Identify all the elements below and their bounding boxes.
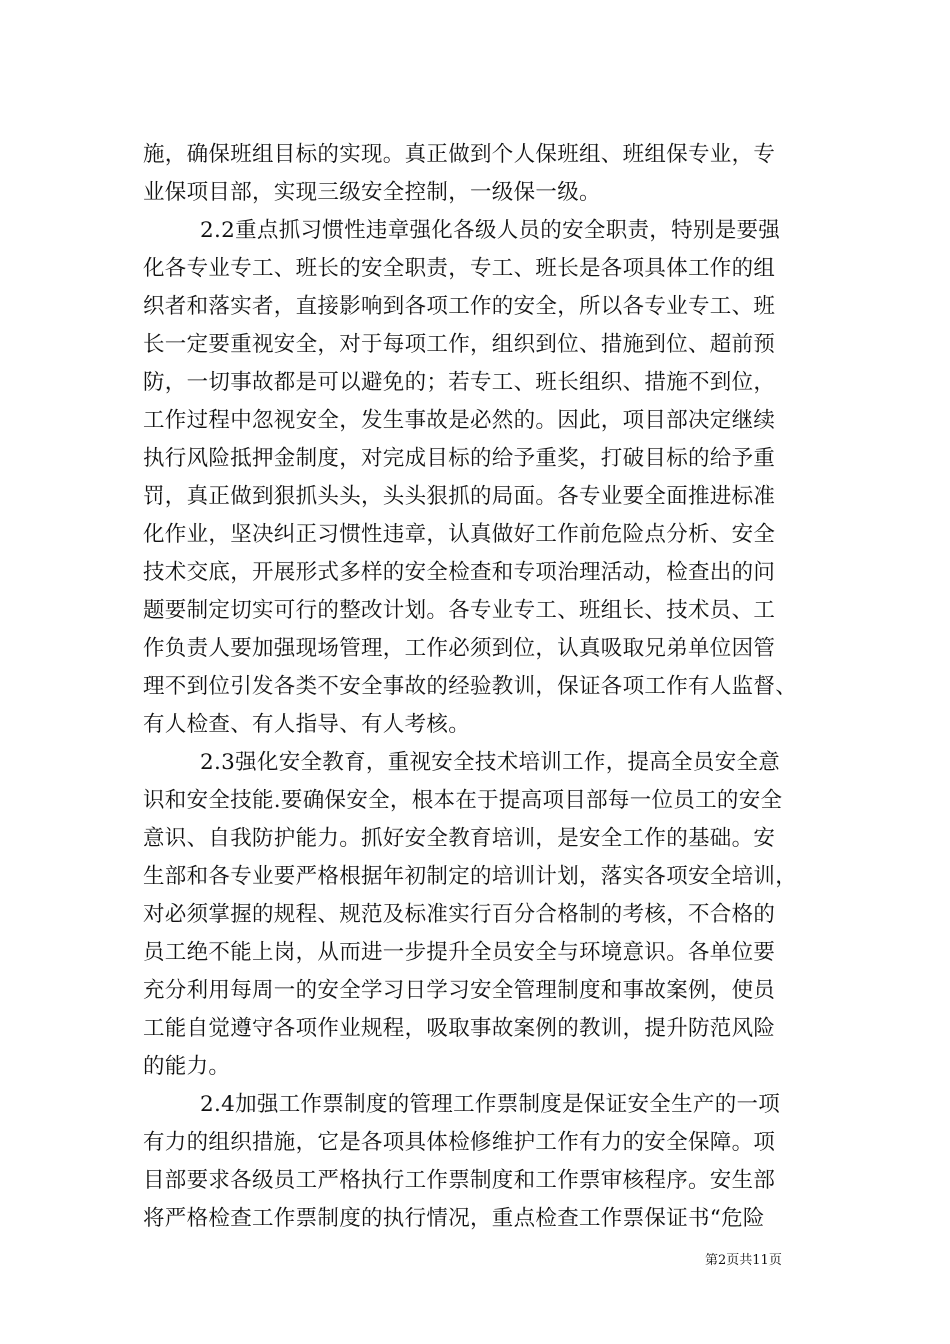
text-line: 业保项目部，实现三级安全控制，一级保一级。 <box>143 180 601 205</box>
text-line: 化作业，坚决纠正习惯性违章，认真做好工作前危险点分析、安全 <box>143 522 776 547</box>
text-line: 充分利用每周一的安全学习日学习安全管理制度和事故案例，使员 <box>143 978 776 1003</box>
text-line: 长一定要重视安全，对于每项工作，组织到位、措施到位、超前预 <box>143 332 776 357</box>
text-line: 织者和落实者，直接影响到各项工作的安全，所以各专业专工、班 <box>143 294 776 319</box>
text-line: 理不到位引发各类不安全事故的经验教训，保证各项工作有人监督、 <box>143 674 798 699</box>
text-line: 作负责人要加强现场管理，工作必须到位，认真吸取兄弟单位因管 <box>143 636 776 661</box>
text-line: 防，一切事故都是可以避免的；若专工、班长组织、措施不到位， <box>143 370 776 395</box>
text-line: 工作过程中忽视安全，发生事故是必然的。因此，项目部决定继续 <box>143 408 776 433</box>
text-line: 的能力。 <box>143 1054 231 1079</box>
text-line: 有人检查、有人指导、有人考核。 <box>143 712 471 737</box>
text-line: 将严格检查工作票制度的执行情况，重点检查工作票保证书“危险 <box>143 1206 765 1231</box>
paragraph-start-2-3: 2.3强化安全教育，重视安全技术培训工作，提高全员安全意 <box>200 750 781 775</box>
text-line: 有力的组织措施，它是各项具体检修维护工作有力的安全保障。项 <box>143 1130 776 1155</box>
text-line: 识和安全技能.要确保安全，根本在于提高项目部每一位员工的安全 <box>143 788 783 813</box>
text-line: 目部要求各级员工严格执行工作票制度和工作票审核程序。安生部 <box>143 1168 776 1193</box>
text-line: 化各专业专工、班长的安全职责，专工、班长是各项具体工作的组 <box>143 256 776 281</box>
text-line: 对必须掌握的规程、规范及标准实行百分合格制的考核，不合格的 <box>143 902 776 927</box>
page-number-footer: 第2页共11页 <box>705 1253 782 1268</box>
text-line: 生部和各专业要严格根据年初制定的培训计划，落实各项安全培训， <box>143 864 798 889</box>
text-line: 员工绝不能上岗，从而进一步提升全员安全与环境意识。各单位要 <box>143 940 776 965</box>
text-line: 施，确保班组目标的实现。真正做到个人保班组、班组保专业，专 <box>143 142 776 167</box>
paragraph-start-2-4: 2.4加强工作票制度的管理工作票制度是保证安全生产的一项 <box>200 1092 781 1117</box>
text-line: 执行风险抵押金制度，对完成目标的给予重奖，打破目标的给予重 <box>143 446 776 471</box>
text-line: 罚，真正做到狠抓头头，头头狠抓的局面。各专业要全面推进标准 <box>143 484 776 509</box>
text-line: 题要制定切实可行的整改计划。各专业专工、班组长、技术员、工 <box>143 598 776 623</box>
text-line: 意识、自我防护能力。抓好安全教育培训，是安全工作的基础。安 <box>143 826 776 851</box>
paragraph-start-2-2: 2.2重点抓习惯性违章强化各级人员的安全职责，特别是要强 <box>200 218 781 243</box>
text-line: 技术交底，开展形式多样的安全检查和专项治理活动，检查出的问 <box>143 560 776 585</box>
text-line: 工能自觉遵守各项作业规程，吸取事故案例的教训，提升防范风险 <box>143 1016 776 1041</box>
